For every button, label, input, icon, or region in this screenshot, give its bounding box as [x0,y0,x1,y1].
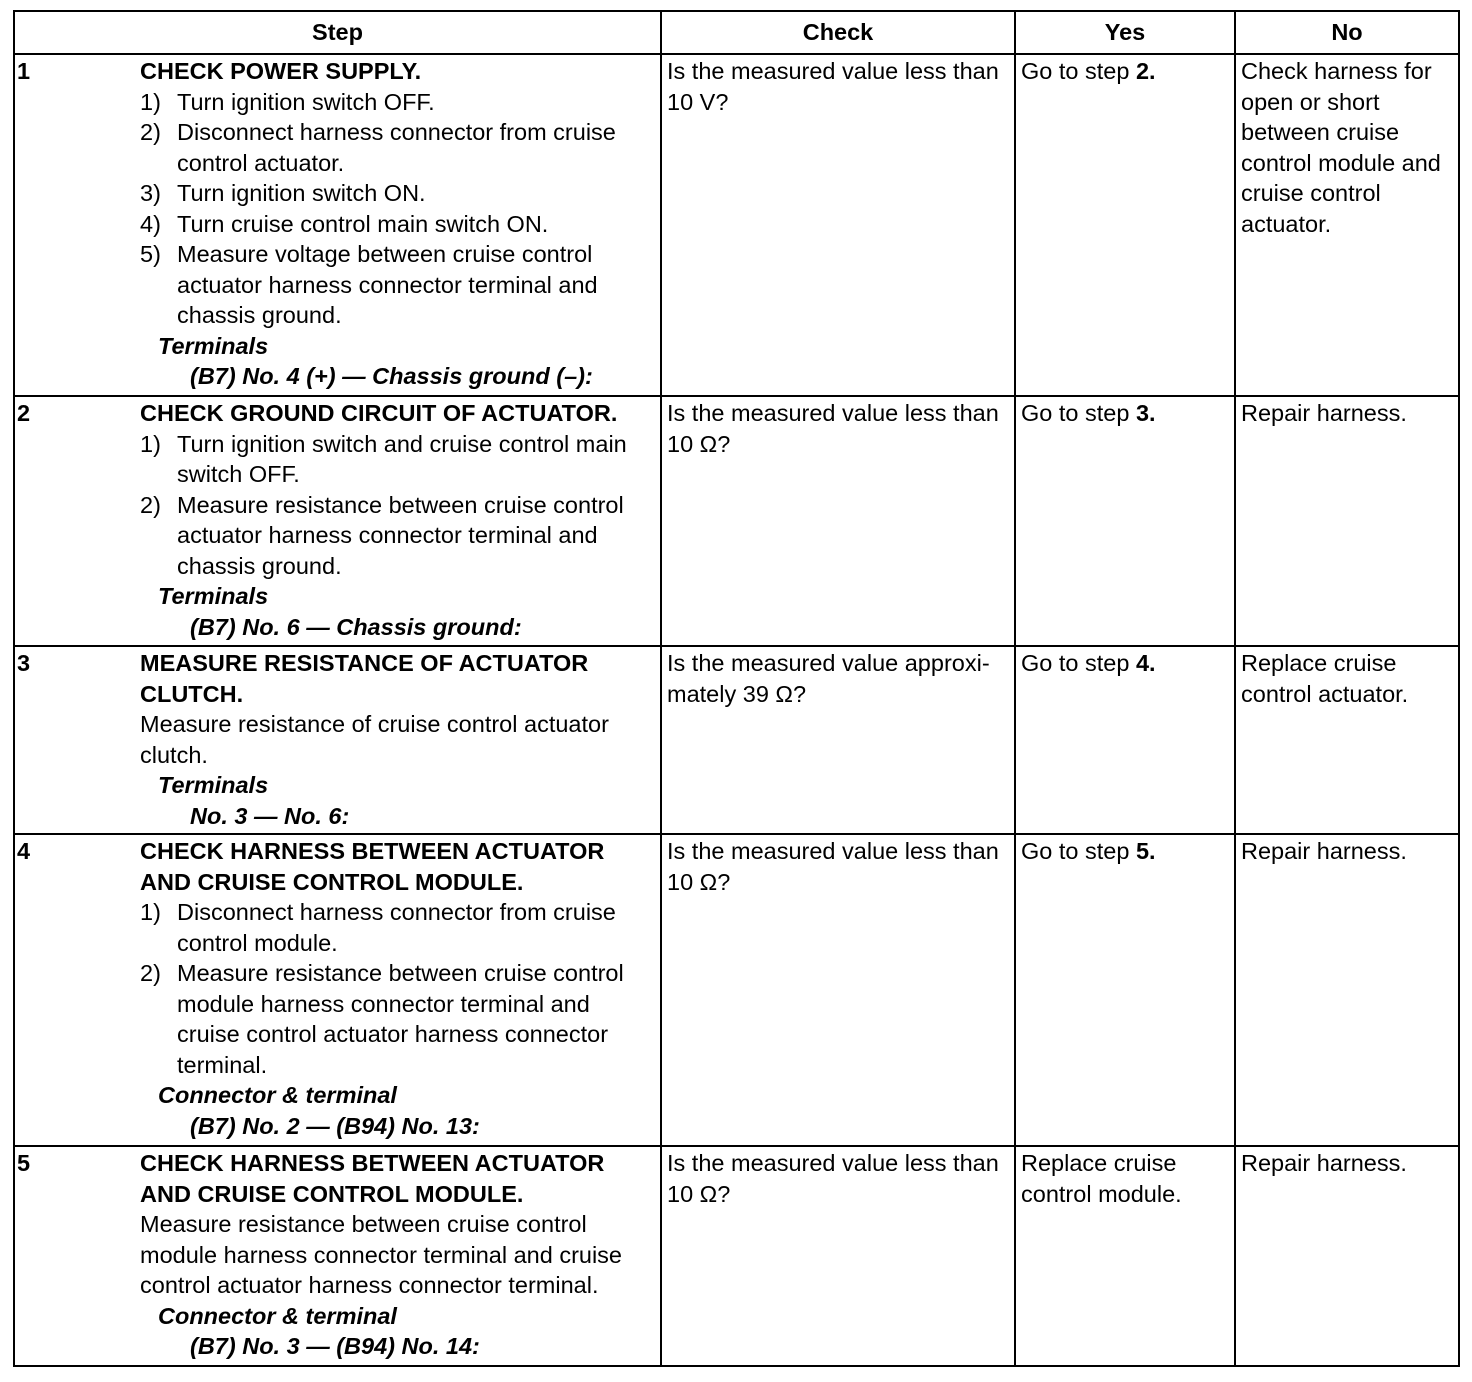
yes-cell [1015,396,1235,646]
check-cell: Is the measured value approxi-mately 39 Ω? [661,646,1015,834]
terminals-value: No. 3 — No. 6: [190,802,350,829]
yes-step: 3. [1135,400,1156,426]
terminals-label: Terminals [158,332,269,359]
list-item [140,117,655,178]
no-cell: Repair harness. [1235,834,1459,1146]
terminals-label: Terminals [158,772,269,798]
no-cell: Replace cruise control actuator. [1235,646,1459,834]
terminals-value: (B7) No. 6 — Chassis ground: [190,613,522,640]
item-text: Turn ignition switch ON. [177,180,426,206]
item-text: Turn ignition switch OFF. [177,88,435,115]
header-no: No [1235,11,1459,54]
step-body [140,56,655,392]
step-number: 5 [17,1150,31,1176]
step-title: CHECK GROUND CIRCUIT OF ACTUATOR. [140,400,618,426]
check-cell: Is the measured value less than 10 Ω? [661,834,1015,1146]
terminals-label: Connector & terminal [158,1302,397,1329]
yes-step: 2. [1135,58,1156,84]
item-text: Turn cruise control main switch ON. [177,210,549,237]
step-title: CHECK HARNESS BETWEEN ACTUATOR AND CRUISE CONTROL MODULE. [140,838,605,895]
table-row [14,1146,1459,1366]
item-number: 1) [140,899,161,925]
list-item [140,209,655,240]
list-item [140,958,655,1080]
terminals-label: Terminals [158,583,269,609]
step-cell [14,396,661,646]
step-cell [14,54,661,396]
item-number: 1) [140,430,161,457]
item-number: 2) [140,491,161,518]
list-item [140,87,655,118]
terminals-value: (B7) No. 4 (+) — Chassis ground (–): [190,363,593,389]
step-cell [14,1146,661,1366]
yes-cell [1015,834,1235,1146]
step-body [140,648,655,831]
table-row [14,646,1459,834]
step-text: Measure resistance of cruise control actuator clutch. [140,711,609,768]
list-item [140,897,655,958]
check-cell: Is the measured value less than 10 Ω? [661,1146,1015,1366]
item-text: Measure resistance between cruise control actuator harness connector terminal and chassis ground. [177,491,624,579]
item-text: Disconnect harness connector from cruise control actuator. [177,119,616,176]
header-check: Check [661,11,1015,54]
step-body [140,836,655,1141]
diagnostic-table [13,10,1460,1367]
header-step: Step [14,11,661,54]
step-body [140,1148,655,1362]
step-title: CHECK POWER SUPPLY. [140,58,422,84]
list-item [140,239,655,331]
yes-prefix: Go to step [1021,400,1136,426]
item-number: 2) [140,960,161,986]
step-title: CHECK HARNESS BETWEEN ACTUATOR AND CRUISE CONTROL MODULE. [140,1150,605,1207]
terminals-value: (B7) No. 3 — (B94) No. 14: [190,1333,480,1359]
step-cell [14,834,661,1146]
terminals-label: Connector & terminal [158,1082,397,1108]
no-cell: Check harness for open or short between cruise control module and cruise control actuator. [1235,54,1459,396]
table-row [14,54,1459,396]
step-cell [14,646,661,834]
item-number: 4) [140,210,161,237]
step-number: 1 [17,58,31,84]
no-cell: Repair harness. [1235,1146,1459,1366]
step-number: 4 [17,838,31,864]
yes-cell [1015,646,1235,834]
yes-prefix: Go to step [1021,650,1136,676]
header-row [14,11,1459,54]
item-number: 2) [140,119,161,145]
item-number: 3) [140,180,161,206]
check-cell: Is the measured value less than 10 V? [661,54,1015,396]
item-number: 5) [140,241,161,267]
item-text: Disconnect harness connector from cruise control module. [177,899,616,956]
yes-prefix: Go to step [1021,58,1136,84]
terminals-value: (B7) No. 2 — (B94) No. 13: [190,1112,480,1139]
list-item [140,490,655,582]
item-text: Measure voltage between cruise control actuator harness connector terminal and chassis ground. [177,241,598,328]
check-cell: Is the measured value less than 10 Ω? [661,396,1015,646]
yes-cell: Replace cruise control module. [1015,1146,1235,1366]
table-row [14,834,1459,1146]
yes-cell [1015,54,1235,396]
no-cell: Repair harness. [1235,396,1459,646]
step-number: 3 [17,650,31,676]
step-title: MEASURE RESISTANCE OF ACTUATOR CLUTCH. [140,650,589,707]
step-body [140,398,655,642]
yes-prefix: Go to step [1021,838,1136,864]
yes-step: 5. [1135,838,1156,864]
item-number: 1) [140,88,161,115]
step-text: Measure resistance between cruise control module harness connector terminal and cruise control actuator harness connector terminal. [140,1211,623,1298]
header-yes: Yes [1015,11,1235,54]
table-row [14,396,1459,646]
step-number: 2 [17,400,31,426]
item-text: Turn ignition switch and cruise control main switch OFF. [177,430,627,487]
item-text: Measure resistance between cruise control module harness connector terminal and cruise control actuator harness connector terminal. [177,960,624,1078]
list-item [140,178,655,209]
list-item [140,429,655,490]
yes-step: 4. [1135,650,1156,676]
